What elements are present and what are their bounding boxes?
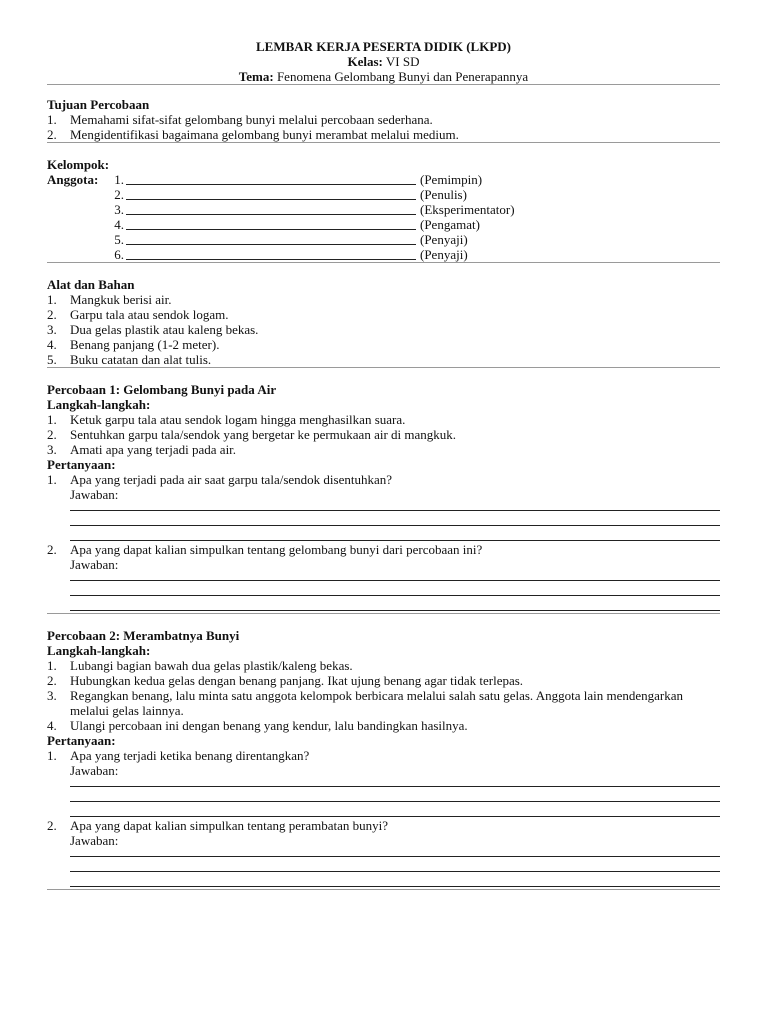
member-role: (Pemimpin): [420, 172, 483, 187]
member-name-field[interactable]: [126, 173, 416, 185]
answer-line[interactable]: [70, 596, 720, 611]
answer-line[interactable]: [70, 572, 720, 581]
list-item: [47, 442, 720, 457]
list-item: [47, 322, 720, 337]
percobaan1-title: Percobaan 1: Gelombang Bunyi pada Air: [47, 382, 277, 397]
tema-line: [47, 69, 720, 84]
member-role: (Penulis): [420, 187, 467, 202]
list-item: [47, 352, 720, 367]
list-item: [47, 412, 720, 427]
list-number: 2.: [47, 427, 57, 442]
kelas-value: VI SD: [385, 54, 420, 69]
member-row: [47, 232, 720, 247]
member-row: [47, 172, 720, 187]
pertanyaan-label: Pertanyaan:: [47, 733, 116, 748]
list-text: Memahami sifat-sifat gelombang bunyi melalui percobaan sederhana.: [70, 112, 433, 127]
percobaan2-title: Percobaan 2: Merambatnya Bunyi: [47, 628, 240, 643]
list-item: [47, 658, 720, 673]
list-number: 2.: [47, 307, 57, 322]
tema-value: Fenomena Gelombang Bunyi dan Penerapannya: [276, 69, 529, 84]
member-role: (Penyaji): [420, 247, 468, 262]
member-number: 4.: [114, 217, 124, 232]
question-text: Apa yang terjadi ketika benang direntangkan?: [70, 748, 310, 763]
question-text: Apa yang terjadi pada air saat garpu tala/sendok disentuhkan?: [70, 472, 392, 487]
kelompok-title: Kelompok:: [47, 157, 110, 172]
answer-label: Jawaban:: [70, 487, 119, 502]
list-number: 2.: [47, 127, 57, 142]
list-text: Amati apa yang terjadi pada air.: [70, 442, 237, 457]
list-text: Buku catatan dan alat tulis.: [70, 352, 212, 367]
answer-line[interactable]: [70, 802, 720, 817]
langkah-label: Langkah-langkah:: [47, 397, 151, 412]
list-text: Regangkan benang, lalu minta satu anggota kelompok berbicara melalui salah satu gelas. Anggota lain mendengarkan melalui gelas lainnya.: [70, 688, 683, 718]
pertanyaan-label: Pertanyaan:: [47, 457, 116, 472]
worksheet-title: LEMBAR KERJA PESERTA DIDIK (LKPD): [256, 39, 511, 54]
divider: [47, 887, 720, 890]
list-text: Mengidentifikasi bagaimana gelombang bunyi merambat melalui medium.: [70, 127, 459, 142]
answer-label: Jawaban:: [70, 557, 119, 572]
question-item: [47, 472, 720, 487]
list-item: [47, 718, 720, 733]
list-text: Garpu tala atau sendok logam.: [70, 307, 229, 322]
member-name-field[interactable]: [126, 248, 416, 260]
member-number: 3.: [114, 202, 124, 217]
question-number: 1.: [47, 472, 57, 487]
member-row: [47, 202, 720, 217]
tujuan-title: Tujuan Percobaan: [47, 97, 150, 112]
member-row: [47, 247, 720, 262]
member-number: 6.: [114, 247, 124, 262]
member-name-field[interactable]: [126, 203, 416, 215]
list-item: [47, 688, 720, 718]
list-item: [47, 337, 720, 352]
list-number: 1.: [47, 412, 57, 427]
list-text: Mangkuk berisi air.: [70, 292, 172, 307]
member-number: 1.: [114, 172, 124, 187]
member-row: [47, 217, 720, 232]
answer-line[interactable]: [70, 511, 720, 526]
list-item: [47, 307, 720, 322]
list-item: [47, 673, 720, 688]
member-name-field[interactable]: [126, 188, 416, 200]
member-name-field[interactable]: [126, 233, 416, 245]
member-number: 5.: [114, 232, 124, 247]
kelas-label: Kelas:: [347, 54, 383, 69]
question-item: [47, 542, 720, 557]
list-number: 3.: [47, 442, 57, 457]
answer-label: Jawaban:: [70, 763, 119, 778]
list-number: 3.: [47, 322, 57, 337]
question-text: Apa yang dapat kalian simpulkan tentang perambatan bunyi?: [70, 818, 389, 833]
member-row: [47, 187, 720, 202]
list-number: 3.: [47, 688, 57, 703]
answer-label: Jawaban:: [70, 833, 119, 848]
answer-line[interactable]: [70, 872, 720, 887]
question-item: [47, 818, 720, 833]
list-text: Benang panjang (1-2 meter).: [70, 337, 220, 352]
list-item: [47, 112, 720, 127]
list-text: Ketuk garpu tala atau sendok logam hingga menghasilkan suara.: [70, 412, 406, 427]
question-item: [47, 748, 720, 763]
list-number: 1.: [47, 658, 57, 673]
tema-label: Tema:: [238, 69, 274, 84]
list-number: 1.: [47, 112, 57, 127]
list-item: [47, 427, 720, 442]
list-number: 5.: [47, 352, 57, 367]
question-text: Apa yang dapat kalian simpulkan tentang gelombang bunyi dari percobaan ini?: [70, 542, 483, 557]
list-item: [47, 127, 720, 142]
list-number: 4.: [47, 718, 57, 733]
list-text: Hubungkan kedua gelas dengan benang panjang. Ikat ujung benang agar tidak terlepas.: [70, 673, 524, 688]
list-text: Lubangi bagian bawah dua gelas plastik/kaleng bekas.: [70, 658, 353, 673]
list-number: 4.: [47, 337, 57, 352]
answer-line[interactable]: [70, 502, 720, 511]
anggota-label: Anggota:: [47, 172, 99, 187]
member-role: (Penyaji): [420, 232, 468, 247]
langkah-label: Langkah-langkah:: [47, 643, 151, 658]
answer-line[interactable]: [70, 778, 720, 787]
answer-line[interactable]: [70, 581, 720, 596]
worksheet-header: [47, 39, 720, 84]
member-role: (Pengamat): [420, 217, 480, 232]
member-name-field[interactable]: [126, 218, 416, 230]
kelas-line: [47, 54, 720, 69]
list-number: 2.: [47, 673, 57, 688]
list-text: Dua gelas plastik atau kaleng bekas.: [70, 322, 259, 337]
answer-line[interactable]: [70, 857, 720, 872]
list-item: [47, 292, 720, 307]
alat-title: Alat dan Bahan: [47, 277, 135, 292]
list-text: Ulangi percobaan ini dengan benang yang kendur, lalu bandingkan hasilnya.: [70, 718, 468, 733]
member-number: 2.: [114, 187, 124, 202]
member-role: (Eksperimentator): [420, 202, 515, 217]
answer-line[interactable]: [70, 787, 720, 802]
answer-line[interactable]: [70, 848, 720, 857]
question-number: 2.: [47, 542, 57, 557]
question-number: 2.: [47, 818, 57, 833]
answer-line[interactable]: [70, 526, 720, 541]
list-number: 1.: [47, 292, 57, 307]
list-text: Sentuhkan garpu tala/sendok yang bergetar ke permukaan air di mangkuk.: [70, 427, 457, 442]
question-number: 1.: [47, 748, 57, 763]
